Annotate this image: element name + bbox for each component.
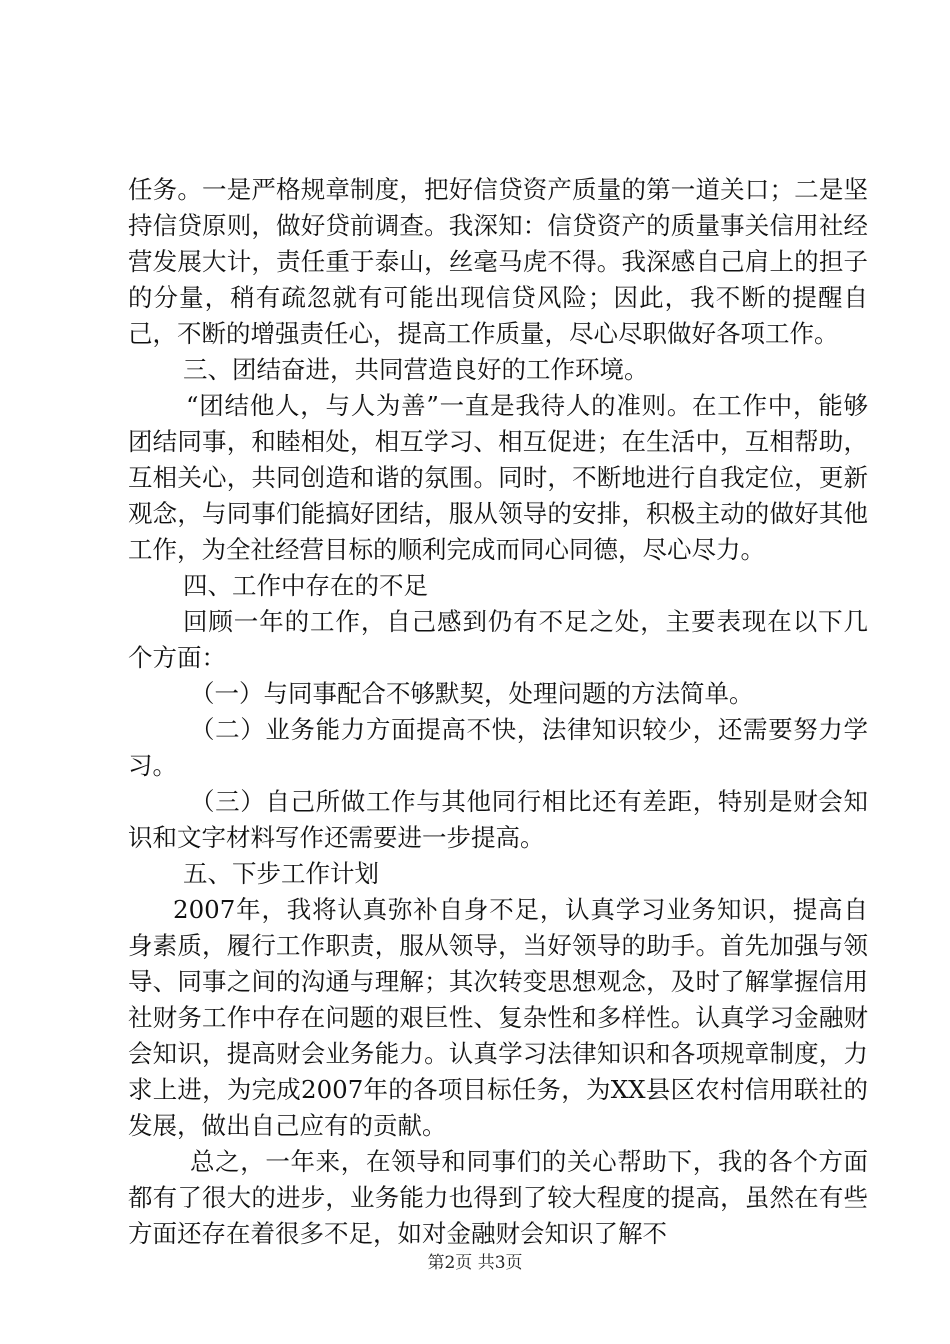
document-body xyxy=(128,172,868,1252)
paragraph-summary: 总之，一年来，在领导和同事们的关心帮助下，我的各个方面都有了很大的进步，业务能力也得到了较大程度的提高，虽然在有些方面还存在着很多不足，如对金融财会知识了解不 xyxy=(128,1147,868,1248)
paragraph-plan: 2007年，我将认真弥补自身不足，认真学习业务知识，提高自身素质，履行工作职责，服从领导，当好领导的助手。首先加强与领导、同事之间的沟通与理解；其次转变思想观念，及时了解掌握信用社财务工作中存在问题的艰巨性、复杂性和多样性。认真学习金融财会知识，提高财会业务能力。认真学习法律知识和各项规章制度，力求上进，为完成2007年的各项目标任务，为XX县区农村信用联社的发展，做出自己应有的贡献。 xyxy=(128,895,868,1140)
list-item-two: （二）业务能力方面提高不快，法律知识较少，还需要努力学习。 xyxy=(128,715,868,780)
heading-section-three: 三、团结奋进，共同营造良好的工作环境。 xyxy=(183,355,649,384)
paragraph-review: 回顾一年的工作，自己感到仍有不足之处，主要表现在以下几个方面： xyxy=(128,607,868,672)
page-footer: 第2页 共3页 xyxy=(427,1253,523,1273)
list-item-three: （三）自己所做工作与其他同行相比还有差距，特别是财会知识和文字材料写作还需要进一步提高。 xyxy=(128,787,868,852)
paragraph-teamwork: “团结他人，与人为善”一直是我待人的准则。在工作中，能够团结同事，和睦相处，相互学习、相互促进；在生活中，互相帮助，互相关心，共同创造和谐的氛围。同时，不断地进行自我定位，更新观念，与同事们能搞好团结，服从领导的安排，积极主动的做好其他工作，为全社经营目标的顺利完成而同心同德，尽心尽力。 xyxy=(128,391,868,564)
paragraph-credit-tasks: 任务。一是严格规章制度，把好信贷资产质量的第一道关口；二是坚持信贷原则，做好贷前调查。我深知：信贷资产的质量事关信用社经营发展大计，责任重于泰山，丝毫马虎不得。我深感自己肩上的担子的分量，稍有疏忽就有可能出现信贷风险；因此，我不断的提醒自己，不断的增强责任心，提高工作质量，尽心尽职做好各项工作。 xyxy=(128,175,868,348)
heading-section-four: 四、工作中存在的不足 xyxy=(183,571,428,600)
heading-section-five: 五、下步工作计划 xyxy=(183,859,379,888)
list-item-one: （一）与同事配合不够默契，处理问题的方法简单。 xyxy=(190,679,754,708)
